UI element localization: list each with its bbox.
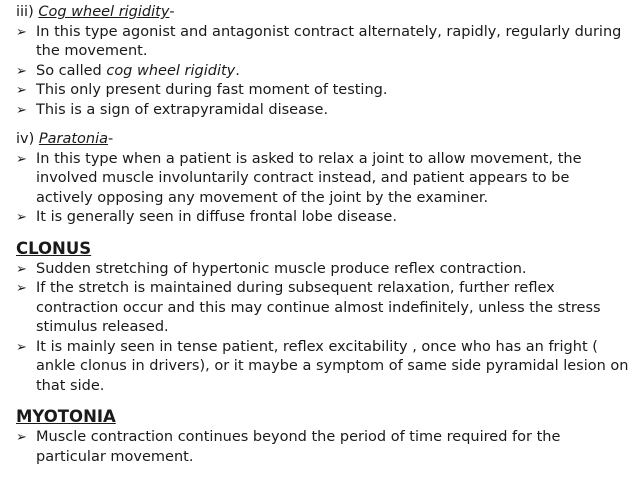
myotonia-title: MYOTONIA — [16, 407, 116, 426]
bullet-text: Sudden stretching of hypertonic muscle produce reflex contraction. — [36, 260, 527, 277]
arrow-bullet-icon: ➢ — [16, 102, 27, 118]
bullet-text: This only present during fast moment of testing. — [36, 82, 388, 98]
paratonia-number: iv) — [16, 131, 35, 147]
paratonia-dash: - — [108, 131, 114, 147]
clonus-heading — [16, 238, 630, 260]
bullet-text: It is generally seen in diffuse frontal lobe disease. — [36, 209, 397, 225]
list-item — [16, 279, 630, 338]
arrow-bullet-icon: ➢ — [16, 430, 27, 445]
arrow-bullet-icon: ➢ — [16, 151, 27, 167]
list-item — [16, 62, 630, 82]
bullet-text: In this type when a patient is asked to relax a joint to allow movement, the involved muscle involuntarily contract instead, and patient appears to be actively opposing any movement of the joint by the examiner. — [36, 150, 582, 206]
list-item — [16, 150, 630, 209]
spacer — [16, 396, 630, 406]
arrow-bullet-icon: ➢ — [16, 24, 27, 40]
arrow-bullet-icon: ➢ — [16, 210, 27, 225]
list-item — [16, 81, 630, 101]
clonus-title: CLONUS — [16, 238, 92, 258]
bullet-text: So called — [36, 62, 107, 79]
bullet-text: Muscle contraction continues beyond the period of time required for the particular movement. — [36, 429, 561, 465]
bullet-text: It is mainly seen in tense patient, reflex excitability , once who has an fright ( ankle clonus in drivers), or it maybe a symptom of same side pyramidal lesion on that side. — [36, 338, 629, 394]
cog-wheel-dash: - — [169, 4, 175, 20]
paratonia-heading — [16, 130, 630, 150]
list-item — [16, 428, 630, 467]
cog-wheel-heading — [16, 3, 630, 23]
list-item — [16, 338, 630, 397]
bullet-text: If the stretch is maintained during subsequent relaxation, further reflex contraction occur and this may continue almost indefinitely, unless the stress stimulus released. — [36, 280, 601, 335]
bullet-text-end: . — [235, 62, 240, 79]
bullet-italic-text: cog wheel rigidity — [106, 62, 236, 79]
arrow-bullet-icon: ➢ — [16, 261, 27, 277]
list-item — [16, 208, 630, 228]
cog-wheel-number: iii) — [16, 4, 34, 20]
paratonia-title: Paratonia — [38, 131, 109, 147]
cog-wheel-title: Cog wheel rigidity — [38, 4, 170, 20]
arrow-bullet-icon: ➢ — [16, 83, 27, 98]
list-item — [16, 101, 630, 121]
myotonia-heading — [16, 406, 630, 428]
arrow-bullet-icon: ➢ — [16, 339, 27, 355]
bullet-text: This is a sign of extrapyramidal disease. — [36, 101, 329, 118]
list-item — [16, 23, 630, 62]
spacer — [16, 120, 630, 130]
arrow-bullet-icon: ➢ — [16, 281, 27, 296]
arrow-bullet-icon: ➢ — [16, 63, 27, 79]
spacer — [16, 228, 630, 238]
slide-content — [16, 3, 630, 467]
bullet-text: In this type agonist and antagonist contract alternately, rapidly, regularly during the movement. — [36, 23, 622, 59]
list-item — [16, 260, 630, 280]
